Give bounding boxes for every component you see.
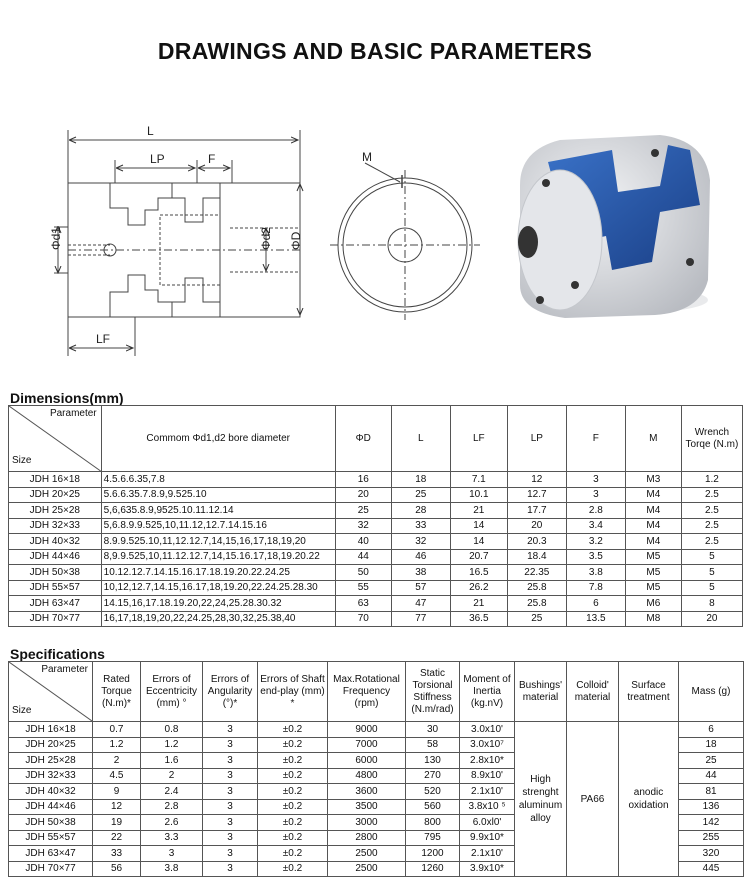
dimension-cell: 2.5 — [681, 503, 742, 519]
mass-cell: 18 — [679, 737, 744, 753]
corner-size-label: Size — [12, 455, 32, 466]
corner-parameter-label: Parameter — [49, 408, 97, 419]
dimension-cell: 3.8 — [566, 565, 625, 581]
dimension-cell: M4 — [625, 518, 681, 534]
dimension-cell: 7.1 — [450, 472, 507, 488]
spec-cell: ±0.2 — [258, 784, 328, 800]
dimension-cell: 25.8 — [507, 596, 566, 612]
spec-cell: 2.8 — [141, 799, 203, 815]
dimension-cell: 10.1 — [450, 487, 507, 503]
spec-cell: 3.8x10 ⁵ — [460, 799, 515, 815]
spec-cell: 3 — [203, 737, 258, 753]
size-cell: JDH 40×32 — [9, 784, 93, 800]
spec-header-max-frequency: Max.Rotational Frequency (rpm) — [328, 662, 406, 722]
spec-cell: 2.1x10' — [460, 846, 515, 862]
spec-cell: 3 — [203, 753, 258, 769]
dimension-cell: 17.7 — [507, 503, 566, 519]
spec-cell: 7000 — [328, 737, 406, 753]
dimension-cell: 12 — [507, 472, 566, 488]
dimension-cell: 20 — [681, 611, 742, 627]
dimensions-row — [9, 596, 743, 612]
spec-cell: 3 — [203, 799, 258, 815]
mass-cell: 445 — [679, 861, 744, 877]
dimension-cell: M5 — [625, 565, 681, 581]
spec-cell: 33 — [93, 846, 141, 862]
spec-cell: 2 — [141, 768, 203, 784]
spec-cell: 3 — [203, 861, 258, 877]
dimensions-row — [9, 611, 743, 627]
dimension-cell: 13.5 — [566, 611, 625, 627]
col-header-d: ΦD — [335, 406, 391, 472]
dimension-cell: 50 — [335, 565, 391, 581]
spec-cell: 9 — [93, 784, 141, 800]
drawing-label-m: M — [362, 150, 372, 164]
dimension-cell: 18.4 — [507, 549, 566, 565]
col-header-f: F — [566, 406, 625, 472]
spec-cell: 1200 — [406, 846, 460, 862]
dimension-cell: 33 — [391, 518, 450, 534]
spec-cell: 2800 — [328, 830, 406, 846]
spec-cell: ±0.2 — [258, 737, 328, 753]
spec-cell: 3.9x10* — [460, 861, 515, 877]
spec-header-mass: Mass (g) — [679, 662, 744, 722]
size-cell: JDH 32×33 — [9, 518, 102, 534]
spec-cell: 3.3 — [141, 830, 203, 846]
dimension-cell: 20 — [335, 487, 391, 503]
bushings-material-cell: High strenght aluminum alloy — [515, 722, 567, 877]
spec-cell: 795 — [406, 830, 460, 846]
spec-cell: 3 — [203, 815, 258, 831]
spec-cell: 2.4 — [141, 784, 203, 800]
dimension-cell: 5 — [681, 549, 742, 565]
dimension-cell: 32 — [335, 518, 391, 534]
dimensions-header-row — [9, 406, 743, 472]
spec-cell: 560 — [406, 799, 460, 815]
dimension-cell: 21 — [450, 596, 507, 612]
spec-cell: 520 — [406, 784, 460, 800]
dimension-cell: 14 — [450, 518, 507, 534]
spec-cell: 1.2 — [93, 737, 141, 753]
spec-cell: ±0.2 — [258, 846, 328, 862]
spec-corner-cell — [9, 662, 93, 722]
dimension-cell: 25 — [391, 487, 450, 503]
spec-cell: 3 — [203, 768, 258, 784]
spec-cell: 2.6 — [141, 815, 203, 831]
dimension-cell: 3.4 — [566, 518, 625, 534]
size-cell: JDH 44×46 — [9, 799, 93, 815]
dimension-cell: 18 — [391, 472, 450, 488]
dimension-cell: 32 — [391, 534, 450, 550]
size-cell: JDH 63×47 — [9, 846, 93, 862]
size-cell: JDH 63×47 — [9, 596, 102, 612]
dimension-cell: 25 — [335, 503, 391, 519]
dimension-cell: 14 — [450, 534, 507, 550]
col-header-lf: LF — [450, 406, 507, 472]
spec-cell: 8.9x10' — [460, 768, 515, 784]
dimension-cell: 10,12,12.7,14.15,16.17,18,19.20,22.24.25.28.30 — [101, 580, 335, 596]
drawing-label-d2: Φd2 — [259, 227, 273, 250]
dimension-cell: 5,6.8.9.9.525,10,11.12,12.7.14.15.16 — [101, 518, 335, 534]
spec-corner-size-label: Size — [12, 705, 32, 716]
dimension-cell: 47 — [391, 596, 450, 612]
dimensions-table — [8, 405, 743, 627]
dimensions-row — [9, 549, 743, 565]
dimension-cell: M5 — [625, 580, 681, 596]
page-title: DRAWINGS AND BASIC PARAMETERS — [157, 38, 593, 64]
dimension-cell: 70 — [335, 611, 391, 627]
dimensions-row — [9, 518, 743, 534]
dimensions-row — [9, 534, 743, 550]
spec-cell: 2.1x10' — [460, 784, 515, 800]
spec-cell: 9.9x10* — [460, 830, 515, 846]
spec-cell: ±0.2 — [258, 722, 328, 738]
dimension-cell: 2.5 — [681, 534, 742, 550]
dimension-cell: 12.7 — [507, 487, 566, 503]
dimension-cell: 21 — [450, 503, 507, 519]
dimension-cell: 14.15,16,17.18.19.20,22,24,25.28.30.32 — [101, 596, 335, 612]
mass-cell: 136 — [679, 799, 744, 815]
dimensions-row — [9, 565, 743, 581]
surface-treatment-cell: anodic oxidation — [619, 722, 679, 877]
spec-cell: 3600 — [328, 784, 406, 800]
dimension-cell: 16.5 — [450, 565, 507, 581]
dimension-cell: 4.5.6.6.35,7.8 — [101, 472, 335, 488]
dimension-cell: 57 — [391, 580, 450, 596]
drawing-label-d1: Φd1 — [49, 227, 63, 250]
dimension-cell: M8 — [625, 611, 681, 627]
drawing-label-lp: LP — [150, 152, 165, 166]
spec-cell: 22 — [93, 830, 141, 846]
drawing-label-l: L — [147, 124, 154, 138]
dimension-cell: M4 — [625, 487, 681, 503]
dimension-cell: M4 — [625, 534, 681, 550]
size-cell: JDH 40×32 — [9, 534, 102, 550]
spec-cell: 0.7 — [93, 722, 141, 738]
size-cell: JDH 70×77 — [9, 611, 102, 627]
dimensions-row — [9, 503, 743, 519]
specifications-row — [9, 722, 744, 738]
dimension-cell: M5 — [625, 549, 681, 565]
size-cell: JDH 70×77 — [9, 861, 93, 877]
dimension-cell: 8,9.9.525,10,11.12.12.7,14,15.16.17,18,19.20.22 — [101, 549, 335, 565]
drawing-label-d: ΦD — [289, 231, 303, 250]
dimension-cell: 25.8 — [507, 580, 566, 596]
spec-cell: 4800 — [328, 768, 406, 784]
spec-header-angularity: Errors of Angularity (°)* — [203, 662, 258, 722]
spec-cell: 3500 — [328, 799, 406, 815]
dimensions-title: Dimensions(mm) — [10, 390, 124, 406]
specifications-title: Specifications — [10, 646, 105, 662]
colloid-material-cell: PA66 — [567, 722, 619, 877]
spec-cell: ±0.2 — [258, 861, 328, 877]
spec-cell: 800 — [406, 815, 460, 831]
size-cell: JDH 55×57 — [9, 580, 102, 596]
mass-cell: 44 — [679, 768, 744, 784]
dimension-cell: 2.8 — [566, 503, 625, 519]
mass-cell: 320 — [679, 846, 744, 862]
mass-cell: 6 — [679, 722, 744, 738]
size-cell: JDH 32×33 — [9, 768, 93, 784]
dimension-cell: 16 — [335, 472, 391, 488]
spec-cell: 4.5 — [93, 768, 141, 784]
size-cell: JDH 44×46 — [9, 549, 102, 565]
dimension-cell: 6 — [566, 596, 625, 612]
spec-corner-parameter-label: Parameter — [41, 664, 88, 675]
dimension-cell: 28 — [391, 503, 450, 519]
dimension-cell: 3.5 — [566, 549, 625, 565]
spec-header-rated-torque: Rated Torque (N.m)* — [93, 662, 141, 722]
spec-cell: 3 — [203, 784, 258, 800]
mass-cell: 142 — [679, 815, 744, 831]
spec-header-colloid: Colloid' material — [567, 662, 619, 722]
spec-cell: 2500 — [328, 861, 406, 877]
spec-cell: 58 — [406, 737, 460, 753]
spec-cell: 3.0x10⁷ — [460, 737, 515, 753]
spec-cell: 6000 — [328, 753, 406, 769]
spec-header-bushings: Bushings' material — [515, 662, 567, 722]
dimension-cell: 22.35 — [507, 565, 566, 581]
spec-cell: 30 — [406, 722, 460, 738]
spec-cell: 12 — [93, 799, 141, 815]
dimension-cell: M6 — [625, 596, 681, 612]
size-cell: JDH 50×38 — [9, 565, 102, 581]
size-cell: JDH 20×25 — [9, 737, 93, 753]
coupling-photo — [518, 135, 710, 318]
dimension-cell: 7.8 — [566, 580, 625, 596]
dimension-cell: 25 — [507, 611, 566, 627]
spec-cell: 3.8 — [141, 861, 203, 877]
dimension-cell: 20.7 — [450, 549, 507, 565]
spec-cell: 0.8 — [141, 722, 203, 738]
spec-cell: 2 — [93, 753, 141, 769]
dimension-cell: 26.2 — [450, 580, 507, 596]
spec-cell: ±0.2 — [258, 830, 328, 846]
dimensions-row — [9, 487, 743, 503]
specifications-header-row — [9, 662, 744, 722]
spec-cell: 1260 — [406, 861, 460, 877]
drawing-label-f: F — [208, 152, 216, 166]
spec-cell: 9000 — [328, 722, 406, 738]
spec-cell: 6.0xl0' — [460, 815, 515, 831]
spec-header-inertia: Moment of Inertia (kg.nV) — [460, 662, 515, 722]
dimension-cell: 8.9.9.525.10,11,12.12.7,14,15,16,17,18,19,20 — [101, 534, 335, 550]
dimension-cell: 36.5 — [450, 611, 507, 627]
spec-cell: 1.2 — [141, 737, 203, 753]
mass-cell: 81 — [679, 784, 744, 800]
size-cell: JDH 55×57 — [9, 830, 93, 846]
spec-cell: 3 — [141, 846, 203, 862]
dimension-cell: 5 — [681, 580, 742, 596]
col-header-l: L — [391, 406, 450, 472]
dimension-cell: 3 — [566, 487, 625, 503]
spec-cell: 130 — [406, 753, 460, 769]
spec-cell: ±0.2 — [258, 815, 328, 831]
spec-header-eccentricity: Errors of Eccentricity (mm) ° — [141, 662, 203, 722]
dimension-cell: 5 — [681, 565, 742, 581]
dimension-cell: 10.12.12.7.14.15.16.17.18.19.20.22.24.25 — [101, 565, 335, 581]
col-header-wrench-torque: Wrench Torqe (N.m) — [681, 406, 742, 472]
dimension-cell: M3 — [625, 472, 681, 488]
dimension-cell: 5,6,635.8.9,9525.10.11.12.14 — [101, 503, 335, 519]
dimension-cell: 2.5 — [681, 518, 742, 534]
size-cell: JDH 16×18 — [9, 722, 93, 738]
dimension-cell: 8 — [681, 596, 742, 612]
mass-cell: 25 — [679, 753, 744, 769]
spec-cell: 19 — [93, 815, 141, 831]
dimensions-row — [9, 472, 743, 488]
dimensions-corner-cell — [9, 406, 102, 472]
dimension-cell: 3.2 — [566, 534, 625, 550]
spec-header-end-play: Errors of Shaft end-play (mm) * — [258, 662, 328, 722]
dimension-cell: 20 — [507, 518, 566, 534]
spec-cell: 1.6 — [141, 753, 203, 769]
spec-cell: 2500 — [328, 846, 406, 862]
size-cell: JDH 25×28 — [9, 503, 102, 519]
dimension-cell: 3 — [566, 472, 625, 488]
size-cell: JDH 16×18 — [9, 472, 102, 488]
dimensions-row — [9, 580, 743, 596]
spec-header-surface: Surface treatment — [619, 662, 679, 722]
spec-cell: 2.8x10* — [460, 753, 515, 769]
spec-cell: 56 — [93, 861, 141, 877]
dimension-cell: 5.6.6.35.7.8.9,9.525.10 — [101, 487, 335, 503]
dimension-cell: 16,17,18,19,20,22,24.25,28,30,32,25.38,40 — [101, 611, 335, 627]
technical-drawing — [0, 115, 750, 365]
specifications-table — [8, 661, 744, 877]
spec-cell: ±0.2 — [258, 768, 328, 784]
dimension-cell: 40 — [335, 534, 391, 550]
mass-cell: 255 — [679, 830, 744, 846]
dimension-cell: 38 — [391, 565, 450, 581]
spec-cell: 3000 — [328, 815, 406, 831]
drawing-label-lf: LF — [96, 332, 111, 346]
dimension-cell: 55 — [335, 580, 391, 596]
spec-cell: 3 — [203, 722, 258, 738]
spec-header-stiffness: Static Torsional Stiffness (N.m/rad) — [406, 662, 460, 722]
dimension-cell: 20.3 — [507, 534, 566, 550]
spec-cell: 270 — [406, 768, 460, 784]
col-header-m: M — [625, 406, 681, 472]
spec-cell: ±0.2 — [258, 753, 328, 769]
col-header-lp: LP — [507, 406, 566, 472]
dimension-cell: 46 — [391, 549, 450, 565]
dimension-cell: 2.5 — [681, 487, 742, 503]
size-cell: JDH 50×38 — [9, 815, 93, 831]
spec-cell: 3 — [203, 830, 258, 846]
col-header-bore: Commom Φd1,d2 bore diameter — [101, 406, 335, 472]
spec-cell: ±0.2 — [258, 799, 328, 815]
size-cell: JDH 25×28 — [9, 753, 93, 769]
dimension-cell: 1.2 — [681, 472, 742, 488]
dimension-cell: 77 — [391, 611, 450, 627]
spec-cell: 3.0x10' — [460, 722, 515, 738]
size-cell: JDH 20×25 — [9, 487, 102, 503]
dimension-cell: M4 — [625, 503, 681, 519]
dimension-cell: 63 — [335, 596, 391, 612]
spec-cell: 3 — [203, 846, 258, 862]
dimension-cell: 44 — [335, 549, 391, 565]
